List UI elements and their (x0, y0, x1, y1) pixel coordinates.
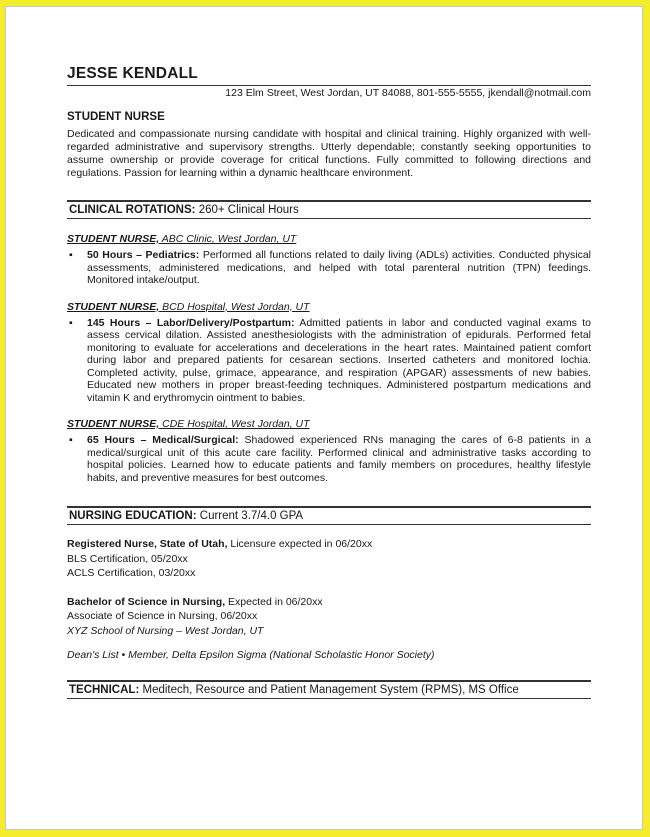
bsn-line (67, 595, 591, 610)
job-bullet-body: Admitted patients in labor and conducted vaginal exams to assess cervical dilation. Assisted anesthesiologists with the administration of epidurals. Performed fetal monitoring to evaluate for accelerations and decelerations in the heart rates. Maintained patient comfort during labor and prepared patients for cesarean sections. Inserted catheters and monitored lochia. Completed activity, pulse, grimace, appearance, and respiration (APGAR) assessments of new babies. Educated new mothers in proper breast-feeding techniques. Administered postpartum medications and vitamin K and erythromycin ointment to babies. (87, 316, 591, 404)
clinical-heading-label: CLINICAL ROTATIONS: (69, 204, 196, 216)
job-bullet (67, 317, 591, 405)
job-bullet-body: Shadowed experienced RNs managing the cares of 6-8 patients in a medical/surgical unit of this acute care facility. Performed clinical and administrative tasks according to hospital policies. Learned how to educate patients and family members on procedures, healthy lifestyle habits, and preventive measures for best outcomes. (87, 434, 592, 484)
job-bullet (67, 434, 591, 484)
job-bullet-lead: 145 Hours – Labor/Delivery/Postpartum: (87, 316, 295, 329)
education-heading-sub: Current 3.7/4.0 GPA (199, 510, 304, 522)
job-bullet-body: Performed all functions related to daily living (ADLs) activities. Conducted physical assessments, administered medications, and helped with total parenteral nutrition (TPN) feedings. Monitored intake/output. (87, 249, 591, 286)
job-bullet-lead: 65 Hours – Medical/Surgical: (87, 434, 239, 446)
education-section-heading (67, 506, 591, 525)
clinical-heading-sub: 260+ Clinical Hours (198, 204, 299, 216)
resume-page (5, 6, 643, 830)
technical-heading-label: TECHNICAL: (69, 683, 140, 696)
rn-note: Licensure expected in 06/20xx (230, 538, 373, 550)
bls-cert: BLS Certification, 05/20xx (67, 552, 188, 565)
clinical-section-heading (67, 200, 591, 219)
job-heading (67, 418, 591, 430)
education-heading-label: NURSING EDUCATION: (69, 510, 197, 522)
job-place: ABC Clinic, West Jordan, UT (161, 233, 297, 245)
associate-degree: Associate of Science in Nursing, 06/20xx (67, 610, 258, 622)
job-bullet (67, 249, 591, 287)
job-entry (67, 301, 591, 405)
job-heading (67, 233, 591, 245)
rn-license-line (67, 537, 591, 552)
job-role: STUDENT NURSE, (67, 300, 160, 313)
candidate-name: JESSE KENDALL (67, 65, 198, 82)
job-role: STUDENT NURSE, (67, 233, 160, 245)
rn-title: Registered Nurse, State of Utah, (67, 538, 228, 550)
job-entry (67, 233, 591, 287)
job-role: STUDENT NURSE, (67, 418, 160, 430)
objective-title: STUDENT NURSE (67, 111, 165, 123)
bullet-icon: ▪ (69, 434, 73, 446)
job-heading (67, 301, 591, 313)
objective-summary: Dedicated and compassionate nursing candidate with hospital and clinical training. Highly organized with well-regarded administrative and supervisory strengths. Utterly dependable; constantly seeking opportunities to assume ownership or provide coverage for critical functions. Fully committed to following directions and regulations. Passion for learning within a dynamic healthcare environment. (67, 128, 591, 179)
bsn-note: Expected in 06/20xx (228, 595, 323, 608)
job-place: CDE Hospital, West Jordan, UT (162, 418, 310, 430)
job-bullet-lead: 50 Hours – Pediatrics: (87, 249, 200, 261)
license-block (67, 537, 591, 581)
resume-content (67, 65, 591, 699)
contact-line: 123 Elm Street, West Jordan, UT 84088, 801-555-5555, jkendall@notmail.com (67, 85, 591, 99)
job-bullet-text (87, 434, 591, 484)
bullet-icon: ▪ (69, 249, 73, 261)
school-name: XYZ School of Nursing – West Jordan, UT (67, 624, 264, 637)
bsn-title: Bachelor of Science in Nursing, (67, 595, 226, 608)
job-place: BCD Hospital, West Jordan, UT (162, 300, 310, 313)
bullet-icon: ▪ (69, 316, 73, 329)
job-entry (67, 418, 591, 484)
job-bullet-text (87, 249, 591, 287)
degree-block (67, 595, 591, 663)
technical-text: Meditech, Resource and Patient Management System (RPMS), MS Office (142, 683, 519, 696)
acls-cert: ACLS Certification, 03/20xx (67, 567, 196, 579)
honors-line: Dean's List • Member, Delta Epsilon Sigma (National Scholastic Honor Society) (67, 649, 435, 661)
job-bullet-text (87, 317, 591, 405)
technical-section-heading (67, 680, 591, 699)
